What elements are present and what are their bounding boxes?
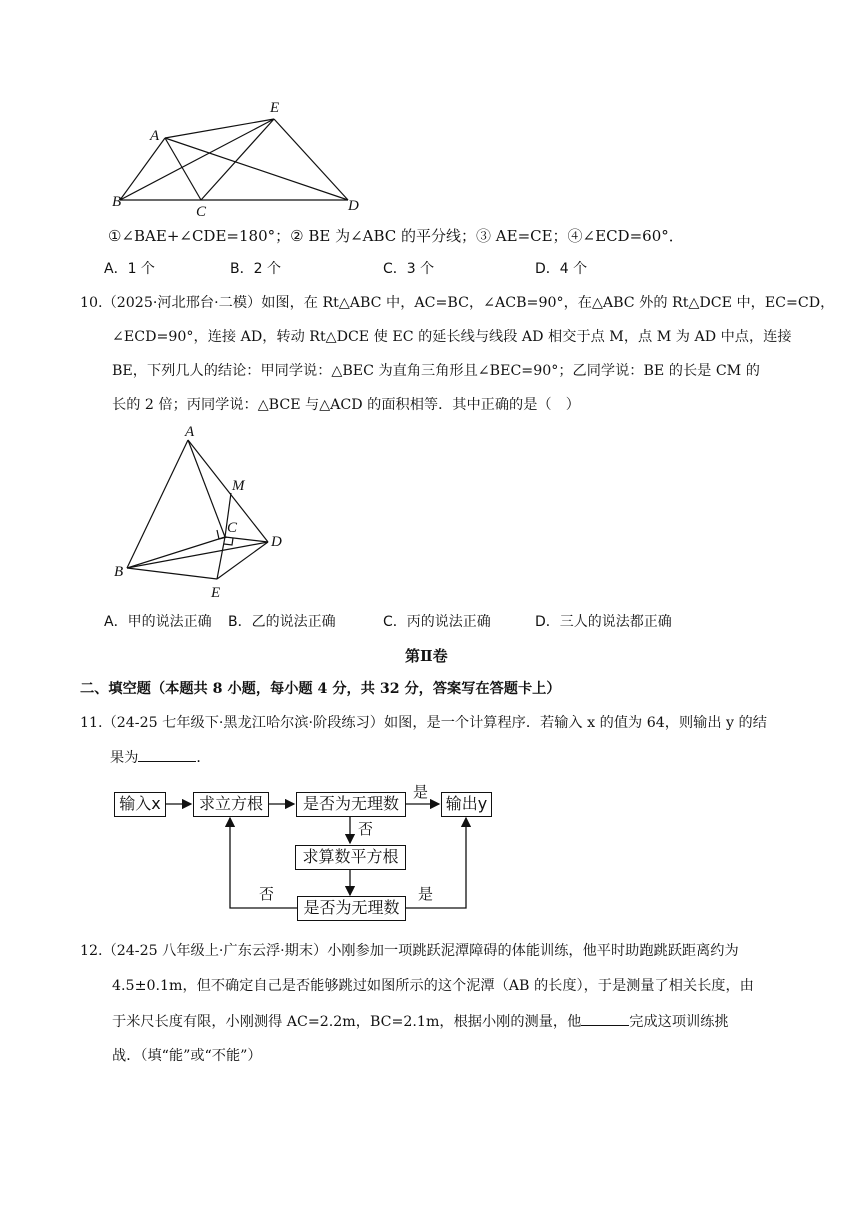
- point-label-E: E: [270, 100, 280, 116]
- flow-label-yes-1: 是: [413, 783, 429, 801]
- segment-AB: [120, 138, 165, 200]
- segment-BE: [127, 568, 217, 579]
- q12-line3-prefix: 于米尺长度有限，小刚测得 AC=2.2m，BC=2.1m，根据小刚的测量，他: [112, 1014, 582, 1030]
- flow-box-is-irrational-2-label: 是否为无理数: [303, 898, 400, 917]
- q11-line2-prefix: 果为: [110, 750, 139, 766]
- q10-text-line3: BE，下列几人的结论：甲同学说：△BEC 为直角三角形且∠BEC=90°；乙同学说：BE 的长是 CM 的: [112, 363, 760, 379]
- section-header-fill-in: 二、填空题（本题共 8 小题，每小题 4 分，共 32 分，答案写在答题卡上）: [80, 681, 561, 697]
- q11-answer-blank[interactable]: [138, 747, 196, 762]
- point-label-E: E: [211, 585, 221, 601]
- q12-text-line3: [112, 1011, 729, 1032]
- segment-BE: [120, 119, 274, 200]
- q11-text-line1: 11.（24-25 七年级下·黑龙江哈尔滨·阶段练习）如图，是一个计算程序．若输入 x 的值为 64，则输出 y 的结: [80, 715, 767, 731]
- q10-text-line1: 10.（2025·河北邢台·二模）如图，在 Rt△ABC 中，AC=BC，∠ACB=90°，在△ABC 外的 Rt△DCE 中，EC=CD，: [80, 295, 835, 311]
- section-title: 第Ⅱ卷: [405, 647, 448, 665]
- point-label-D: D: [348, 198, 359, 214]
- flow-label-no-1: 否: [358, 820, 374, 838]
- segment-CE: [201, 119, 274, 200]
- flow-label-no-2: 否: [259, 885, 275, 903]
- flow-box-cube-root: [193, 792, 269, 817]
- q10-option-c[interactable]: C．丙的说法正确: [383, 614, 491, 630]
- flow-box-output: [441, 792, 492, 817]
- point-label-A: A: [185, 424, 195, 440]
- q11-text-line2: [110, 747, 211, 768]
- q9-option-a[interactable]: A．1 个: [104, 261, 155, 277]
- q10-option-a[interactable]: A．甲的说法正确: [104, 614, 212, 630]
- q12-answer-blank[interactable]: [581, 1011, 629, 1026]
- q12-line3-end: 完成这项训练挑: [629, 1014, 729, 1030]
- flow-box-arith-sqrt: [295, 845, 406, 870]
- segment-CE: [217, 537, 225, 579]
- flow-box-is-irrational-2: [297, 896, 406, 921]
- point-label-B: B: [114, 564, 124, 580]
- flow-box-input: [114, 792, 166, 817]
- segment-CD: [225, 537, 268, 542]
- q12-text-line4: 战．（填“能”或“不能”）: [112, 1048, 262, 1064]
- point-label-C: C: [227, 520, 238, 536]
- flow-box-output-label: 输出y: [445, 794, 488, 813]
- flow-box-cube-root-label: 求立方根: [198, 794, 263, 813]
- point-label-B: B: [112, 194, 122, 210]
- q10-text-line2: ∠ECD=90°，连接 AD，转动 Rt△DCE 使 EC 的延长线与线段 AD 相交于点 M，点 M 为 AD 中点，连接: [112, 329, 792, 345]
- q11-line2-end: ．: [196, 750, 211, 766]
- segment-AE: [165, 119, 274, 138]
- flow-label-yes-2: 是: [418, 885, 434, 903]
- segment-AC: [188, 440, 225, 537]
- segment-DE: [217, 542, 268, 579]
- segment-AC: [165, 138, 201, 200]
- flow-box-arith-sqrt-label: 求算数平方根: [302, 847, 399, 866]
- q10-figure: [105, 420, 305, 605]
- q12-text-line1: 12.（24-25 八年级上·广东云浮·期末）小刚参加一项跳跃泥潭障碍的体能训练，他平时助跑跳跃距离约为: [80, 943, 739, 959]
- point-label-C: C: [196, 204, 207, 220]
- point-label-M: M: [232, 478, 245, 494]
- flow-box-input-label: 输入x: [119, 794, 161, 813]
- flow-box-is-irrational-1-label: 是否为无理数: [302, 794, 399, 813]
- q9-option-b[interactable]: B．2 个: [230, 261, 281, 277]
- right-angle-mark-ecd: [224, 538, 233, 545]
- q9-statements: ①∠BAE+∠CDE=180°；② BE 为∠ABC 的平分线；③ AE=CE；④∠ECD=60°．: [108, 227, 684, 245]
- point-label-D: D: [271, 534, 282, 550]
- q12-text-line2: 4.5±0.1m，但不确定自己是否能够跳过如图所示的这个泥潭（AB 的长度），于是测量了相关长度，由: [112, 978, 754, 994]
- flow-box-is-irrational-1: [296, 792, 406, 817]
- q10-text-line4: 长的 2 倍；丙同学说：△BCE 与△ACD 的面积相等．其中正确的是（ ）: [112, 397, 580, 413]
- q10-option-b[interactable]: B．乙的说法正确: [228, 614, 336, 630]
- segment-AD: [165, 138, 348, 200]
- q10-option-d[interactable]: D．三人的说法都正确: [535, 614, 672, 630]
- arrow-check2-to-output-yes: [405, 818, 466, 908]
- point-label-A: A: [150, 128, 160, 144]
- q9-figure: [100, 96, 380, 220]
- q9-option-d[interactable]: D．4 个: [535, 261, 588, 277]
- segment-AB: [127, 440, 188, 568]
- q9-option-c[interactable]: C．3 个: [383, 261, 435, 277]
